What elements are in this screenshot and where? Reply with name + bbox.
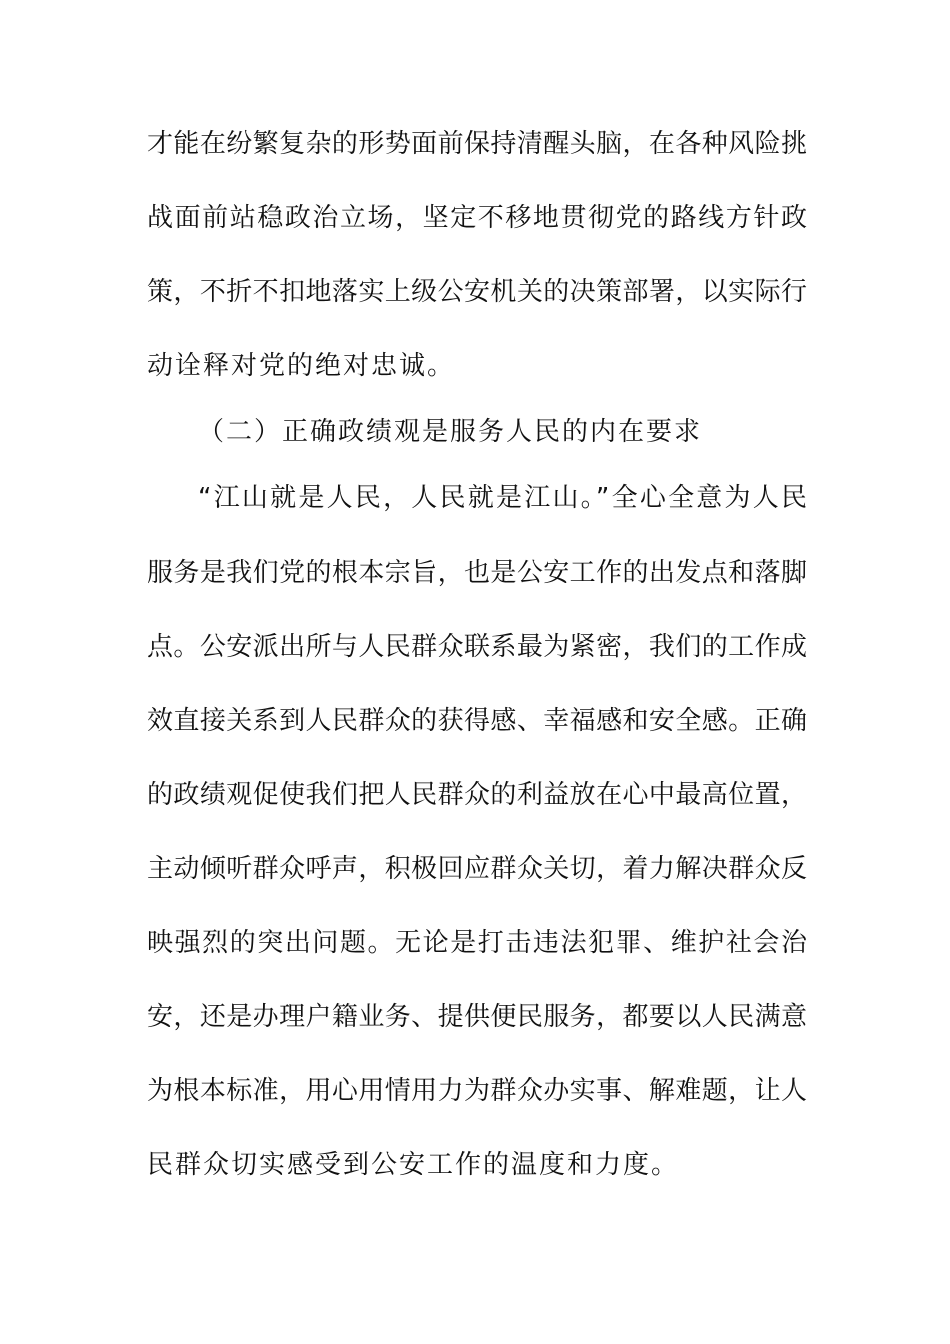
paragraph1-line-2: 战面前站稳政治立场，坚定不移地贯彻党的路线方针政 [147,203,807,233]
paragraph2-line-5: 的政绩观促使我们把人民群众的利益放在心中最高位置， [147,780,807,810]
paragraph2-line-1: “江山就是人民，人民就是江山。”全心全意为人民 [198,483,807,513]
paragraph2-line-4: 效直接关系到人民群众的获得感、幸福感和安全感。正确 [147,706,807,736]
paragraph2-line-6: 主动倾听群众呼声，积极回应群众关切，着力解决群众反 [147,854,807,884]
paragraph1-line-3: 策，不折不扣地落实上级公安机关的决策部署，以实际行 [147,277,807,307]
paragraph2-line-2: 服务是我们党的根本宗旨，也是公安工作的出发点和落脚 [147,558,807,588]
paragraph1-line-4: 动诠释对党的绝对忠诚。 [147,351,456,381]
paragraph1-line-1: 才能在纷繁复杂的形势面前保持清醒头脑，在各种风险挑 [147,129,807,159]
paragraph2-line-3: 点。公安派出所与人民群众联系最为紧密，我们的工作成 [147,632,807,662]
paragraph2-line-7: 映强烈的突出问题。无论是打击违法犯罪、维护社会治 [147,928,807,958]
paragraph2-line-8: 安，还是办理户籍业务、提供便民服务，都要以人民满意 [147,1002,807,1032]
paragraph2-line-10: 民群众切实感受到公安工作的温度和力度。 [147,1150,680,1180]
paragraph2-line-9: 为根本标准，用心用情用力为群众办实事、解难题，让人 [147,1076,807,1106]
section-heading: （二）正确政绩观是服务人民的内在要求 [198,417,703,447]
